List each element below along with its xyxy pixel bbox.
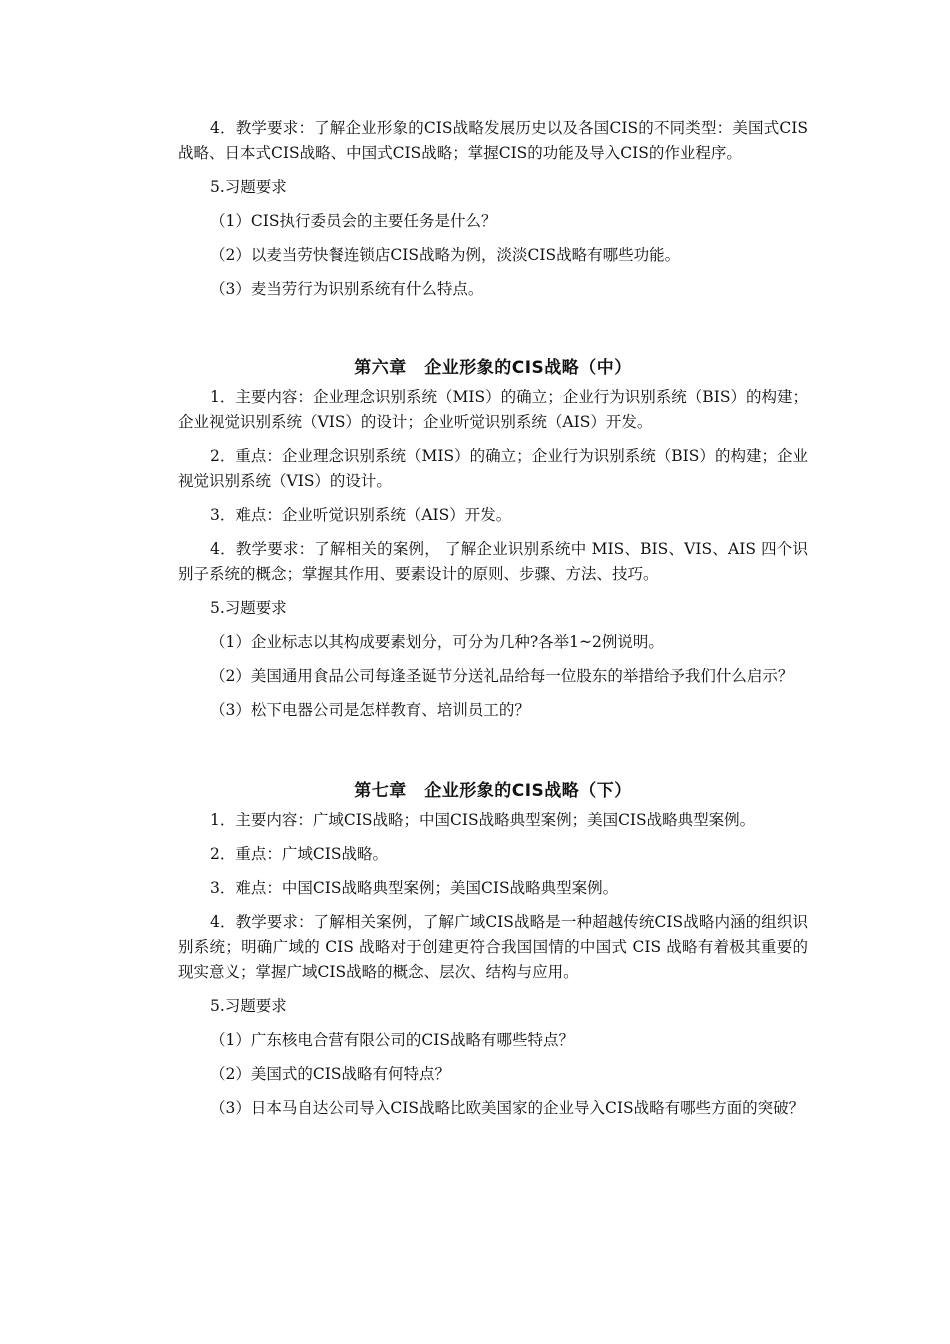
- exercise-heading-ch6: 5.习题要求: [210, 599, 287, 617]
- exercise-heading-ch5: 5.习题要求: [210, 178, 287, 196]
- main-content-ch7: 1．主要内容：广域CIS战略；中国CIS战略典型案例；美国CIS战略典型案例。: [210, 811, 756, 829]
- exercise-q1-ch7: （1）广东核电合营有限公司的CIS战略有哪些特点？: [210, 1031, 574, 1049]
- teaching-requirements-ch7: 4．教学要求：了解相关案例，了解广域CIS战略是一种超越传统CIS战略内涵的组织识别系统；明确广域的 CIS 战略对于创建更符合我国国情的中国式 CIS 战略有着极其重要的现实意义；掌握广域CIS战略的概念、层次、结构与应用。: [178, 913, 808, 981]
- exercise-q2-ch5: （2）以麦当劳快餐连锁店CIS战略为例，淡淡CIS战略有哪些功能。: [210, 246, 681, 264]
- difficulties-ch7: 3．难点：中国CIS战略典型案例；美国CIS战略典型案例。: [210, 879, 619, 897]
- chapter6-title: 第六章 企业形象的CIS战略（中）: [354, 358, 632, 378]
- teaching-requirements-ch6: 4．教学要求：了解相关的案例， 了解企业识别系统中 MIS、BIS、VIS、AIS 四个识别子系统的概念；掌握其作用、要素设计的原则、步骤、方法、技巧。: [178, 540, 808, 583]
- chapter7-title: 第七章 企业形象的CIS战略（下）: [354, 781, 632, 801]
- exercise-q3-ch5: （3）麦当劳行为识别系统有什么特点。: [210, 280, 484, 298]
- exercise-q3-ch6: （3）松下电器公司是怎样教育、培训员工的？: [210, 701, 530, 719]
- teaching-requirements-ch5: 4．教学要求：了解企业形象的CIS战略发展历史以及各国CIS的不同类型：美国式CIS战略、日本式CIS战略、中国式CIS战略；掌握CIS的功能及导入CIS的作业程序。: [178, 119, 808, 162]
- document-body: [178, 116, 808, 1130]
- key-points-ch7: 2．重点：广域CIS战略。: [210, 845, 388, 863]
- exercise-q1-ch6: （1）企业标志以其构成要素划分，可分为几种?各举1~2例说明。: [210, 633, 664, 651]
- difficulties-ch6: 3．难点：企业听觉识别系统（AIS）开发。: [210, 506, 512, 524]
- section-spacer: [178, 311, 808, 355]
- exercise-q1-ch5: （1）CIS执行委员会的主要任务是什么？: [210, 212, 497, 230]
- main-content-ch6: 1．主要内容：企业理念识别系统（MIS）的确立；企业行为识别系统（BIS）的构建；企业视觉识别系统（VIS）的设计；企业听觉识别系统（AIS）开发。: [178, 388, 808, 431]
- key-points-ch6: 2．重点：企业理念识别系统（MIS）的确立；企业行为识别系统（BIS）的构建；企业视觉识别系统（VIS）的设计。: [178, 447, 808, 490]
- section-spacer: [178, 732, 808, 778]
- exercise-q2-ch7: （2）美国式的CIS战略有何特点？: [210, 1065, 450, 1083]
- exercise-q2-ch6: （2）美国通用食品公司每逢圣诞节分送礼品给每一位股东的举措给予我们什么启示？: [210, 667, 794, 685]
- exercise-q3-ch7: （3）日本马自达公司导入CIS战略比欧美国家的企业导入CIS战略有哪些方面的突破？: [210, 1099, 805, 1117]
- exercise-heading-ch7: 5.习题要求: [210, 997, 287, 1015]
